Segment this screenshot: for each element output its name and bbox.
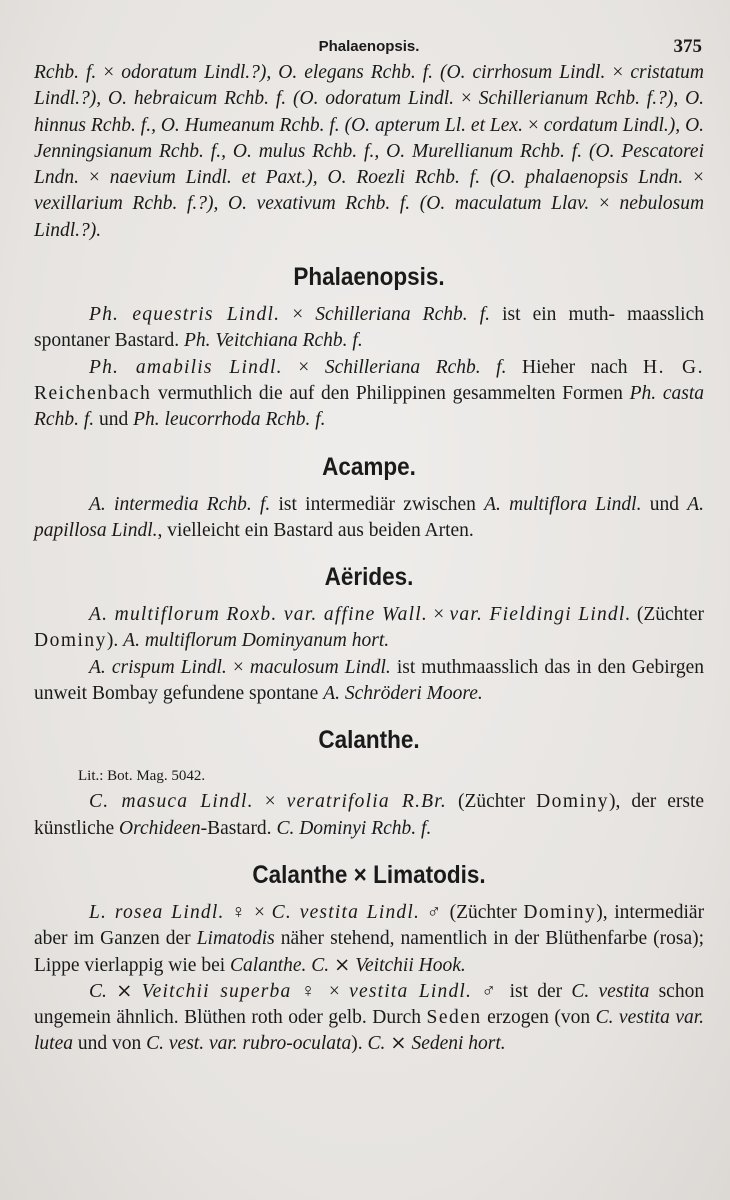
- calanthe-limatodis-paragraph-1: L. rosea Lindl. ♀ × C. vestita Lindl. ♂ (Züchter Dominy), intermediär aber im Ganzen der Limatodis näher stehend, namentlich in der Blüthenfarbe (rosa); Lippe vierlappig wie bei Calanthe. C. ⨯ Veitchii Hook.: [34, 901, 705, 976]
- phalaenopsis-paragraph-1: Ph. equestris Lindl. × Schilleriana Rchb. f. ist ein muth- maasslich spontaner Bastard. Ph. Veitchiana Rchb. f.: [34, 304, 705, 352]
- section-heading-aerides: Aërides.: [324, 563, 414, 592]
- aerides-paragraph-1: A. multiflorum Roxb. var. affine Wall. × var. Fieldingi Lindl. (Züchter Dominy). A. multiflorum Dominyanum hort.: [34, 604, 705, 652]
- acampe-paragraph: A. intermedia Rchb. f. ist intermediär zwischen A. multiflora Lindl. und A. papillosa Lindl., vielleicht ein Bastard aus beiden Arten.: [34, 493, 705, 541]
- aerides-paragraph-2: A. crispum Lindl. × maculosum Lindl. ist muthmaasslich das in den Gebirgen unweit Bombay gefundene spontane A. Schröderi Moore.: [34, 656, 704, 705]
- section-heading-phalaenopsis: Phalaenopsis.: [293, 263, 445, 292]
- page-number: 375: [673, 36, 702, 57]
- section-heading-acampe: Acampe.: [322, 452, 416, 481]
- phalaenopsis-paragraph-2: Ph. amabilis Lindl. × Schilleriana Rchb. f. Hieher nach H. G. Reichenbach vermuthlich die auf den Philippinen gesammelten Formen Ph. casta Rchb. f. und Ph. leucorrhoda Rchb. f.: [34, 356, 705, 431]
- running-title: Phalaenopsis.: [318, 38, 420, 55]
- section-heading-calanthe: Calanthe.: [318, 726, 420, 755]
- calanthe-limatodis-paragraph-2: C. ⨯ Veitchii superba ♀ × vestita Lindl. ♂ ist der C. vestita schon ungemein ähnlich. Blüthen roth oder gelb. Durch Seden erzogen (von C. vestita var. lutea und von C. vest. var. rubro-oculata). C. ⨯ Sedeni hort.: [34, 980, 705, 1055]
- intro-paragraph: Rchb. f. × odoratum Lindl.?), O. elegans Rchb. f. (O. cirrhosum Lindl. × cristatum Lindl.?), O. hebraicum Rchb. f. (O. odoratum Lindl. × Schillerianum Rchb. f.?), O. hinnus Rchb. f., O. Humeanum Rchb. f. (O. apterum Ll. et Lex. × cordatum Lindl.), O. Jenningsianum Rchb. f., O. mulus Rchb. f., O. Murellianum Rchb. f. (O. Pescatorei Lndn. × naevium Lindl. et Paxt.), O. Roezli Rchb. f. (O. phalaenopsis Lndn. × vexillarium Rchb. f.?), O. vexativum Rchb. f. (O. maculatum Llav. × nebulosum Lindl.?).: [34, 62, 705, 241]
- running-head: [34, 34, 704, 60]
- literature-reference: Lit.: Bot. Mag. 5042.: [78, 768, 206, 785]
- section-heading-calanthe-limatodis: Calanthe × Limatodis.: [252, 860, 486, 889]
- calanthe-paragraph: C. masuca Lindl. × veratrifolia R.Br. (Züchter Dominy), der erste künstliche Orchideen-Bastard. C. Dominyi Rchb. f.: [34, 791, 705, 839]
